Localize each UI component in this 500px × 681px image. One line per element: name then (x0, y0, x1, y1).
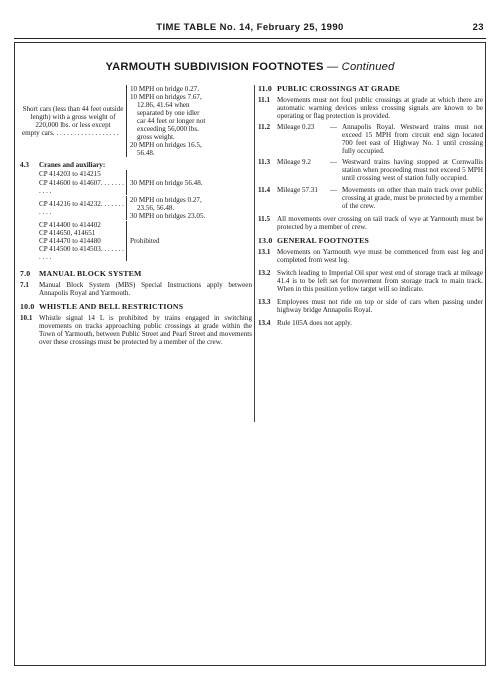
section-number: 11.3 (258, 158, 271, 167)
section-number: 10.0 (20, 302, 35, 312)
speed-rule-line: 12.86, 41.64 when (137, 101, 190, 110)
section-4-3-heading (20, 161, 252, 169)
section-text: Whistle signal 14 L is prohibited by trains engaged in switching movements on tracks approaching public crossings at grade within the Town of Yarmouth, between Public Street and Pearl Street and movements over these crossings must be protected by a member of the crew. (39, 314, 252, 347)
section-13-1 (258, 248, 483, 264)
section-number: 7.0 (20, 268, 31, 278)
section-number: 7.1 (20, 281, 29, 290)
section-number: 11.0 (258, 84, 273, 93)
cp-range: CP 414470 to 414480 (39, 236, 101, 245)
right-column (258, 85, 483, 327)
dash: — (330, 185, 338, 194)
crane-group-cps (20, 196, 126, 220)
section-13-3 (258, 298, 483, 314)
section-13-2 (258, 269, 483, 293)
cp-range: CP 414500 to 414503. . . . . . . . . . . (39, 244, 124, 261)
section-text: Movements must not foul public crossings at grade at which there are automatic warning devices unless crossing signals are known to be operating or flag protection is provided. (277, 96, 483, 121)
speed-rule-line: 20 MPH on bridges 16.5, (130, 141, 202, 150)
section-number: 13.2 (258, 268, 271, 277)
section-number: 11.4 (258, 185, 271, 194)
dash: — (330, 123, 338, 132)
section-11-2 (258, 123, 483, 155)
main-title-continued: — Continued (326, 61, 395, 73)
section-heading: WHISTLE AND BELL RESTRICTIONS (39, 302, 184, 312)
section-text: Annapolis Royal. Westward trains must not exceed 15 MPH from circuit end sign located 700 feet east of Highway No. 1 until crossing fully occupied. (342, 123, 483, 156)
section-text: All movements over crossing on tail track of wye at Yarmouth must be protected by a member of crew. (277, 214, 483, 231)
crane-group-1 (20, 170, 252, 194)
section-text: Switch leading to Imperial Oil spur west end of storage track at mileage 41.4 is to be left set for movement from storage track to main track. When in this position yellow target will so indicate. (277, 268, 483, 293)
speed-rule-line: 20 MPH on bridges 0.27, (130, 195, 202, 204)
cp-range: CP 414216 to 414232. . . . . . . . . . . (39, 199, 124, 216)
crane-group-cps (20, 170, 126, 194)
cp-range: CP 414203 to 414215 (39, 170, 101, 179)
section-7-0 (20, 270, 252, 278)
dash: — (330, 158, 338, 167)
section-7-1 (20, 281, 252, 297)
section-number: 11.1 (258, 96, 271, 105)
section-text: Manual Block System (MBS) Special Instructions apply between Annapolis Royal and Yarmouth. (39, 281, 252, 298)
crane-group-3 (20, 221, 252, 261)
speed-rule-line: 30 MPH on bridge 56.48. (130, 178, 203, 187)
speed-rule-line: 23.56, 56.48. (137, 203, 175, 212)
short-cars-label-line: length) with a gross weight of (30, 113, 116, 122)
page-header (14, 22, 486, 36)
section-11-4 (258, 186, 483, 210)
short-cars-row (20, 85, 252, 157)
section-number: 13.4 (258, 319, 271, 328)
section-13-0 (258, 237, 483, 245)
section-number: 11.2 (258, 123, 271, 132)
page-frame (14, 42, 486, 666)
section-number: 10.1 (20, 314, 33, 323)
section-13-4 (258, 319, 483, 327)
speed-rule-line: 10 MPH on bridges 7.67, (130, 93, 202, 102)
speed-rule-line: Prohibited (130, 236, 160, 245)
mileage-label: Mileage 0.23 (277, 123, 315, 132)
section-text: Westward trains having stopped at Cornwallis station when proceeding must not exceed 5 MPH until crossing west of station fully occupied. (342, 158, 483, 183)
main-title-text: YARMOUTH SUBDIVISION FOOTNOTES (105, 61, 324, 73)
speed-rule-line: separated by one idler (137, 109, 200, 118)
speed-rule-line: car 44 feet or longer not (137, 117, 206, 126)
section-heading: PUBLIC CROSSINGS AT GRADE (277, 84, 401, 93)
section-number: 11.5 (258, 214, 271, 223)
mileage-label: Mileage 9.2 (277, 158, 311, 167)
section-10-1 (20, 314, 252, 346)
short-cars-rules (126, 85, 252, 157)
section-text: Rule 105A does not apply. (277, 319, 353, 328)
crane-group-rules (126, 196, 252, 220)
speed-rule-line: 56.48. (137, 149, 155, 158)
cp-range: CP 414400 to 414402 (39, 220, 101, 229)
section-11-1 (258, 96, 483, 120)
speed-rule-line: exceeding 56,000 lbs. (137, 125, 199, 134)
speed-rule-line: gross weight. (137, 133, 175, 142)
main-title (15, 61, 485, 73)
section-heading: GENERAL FOOTNOTES (277, 235, 370, 245)
section-10-0 (20, 303, 252, 311)
section-number: 13.1 (258, 247, 271, 256)
short-cars-label (20, 85, 126, 157)
speed-rule-line: 10 MPH on bridge 0.27. (130, 85, 199, 93)
short-cars-label-line: 220,000 lbs. or less except (35, 121, 111, 130)
section-11-3 (258, 158, 483, 182)
section-number: 13.3 (258, 298, 271, 307)
short-cars-label-line: empty cars. . . . . . . . . . . . . . . . . . . (22, 129, 119, 138)
section-11-5 (258, 215, 483, 231)
crane-group-cps (20, 221, 126, 261)
section-text: Movements on Yarmouth wye must be commenced from east leg and completed from west leg. (277, 247, 483, 264)
short-cars-label-line: Short cars (less than 44 feet outside (22, 105, 124, 114)
speed-rule-line: 30 MPH on bridges 23.05. (130, 211, 206, 220)
mileage-label: Mileage 57.31 (277, 185, 318, 194)
crane-group-rules (126, 221, 252, 261)
header-rule (14, 38, 486, 39)
section-heading: Cranes and auxiliary: (39, 161, 106, 170)
column-divider (254, 85, 255, 422)
section-number: 4.3 (20, 161, 29, 170)
timetable-title: TIME TABLE No. 14, February 25, 1990 (156, 22, 344, 33)
page-number: 23 (472, 22, 484, 33)
left-column (20, 85, 252, 346)
section-number: 13.0 (258, 235, 273, 245)
section-heading: MANUAL BLOCK SYSTEM (39, 268, 142, 278)
cp-range: CP 414650, 414651 (39, 228, 96, 237)
section-11-0 (258, 85, 483, 93)
section-text: Movements on other than main track over public crossing at grade, must be protected by a member of the crew. (342, 185, 483, 210)
crane-group-2 (20, 196, 252, 220)
crane-group-rules (126, 170, 252, 194)
section-text: Employees must not ride on top or side of cars when passing under highway bridge Annapolis Royal. (277, 298, 483, 315)
cp-range: CP 414600 to 414607. . . . . . . . . . . (39, 178, 124, 195)
